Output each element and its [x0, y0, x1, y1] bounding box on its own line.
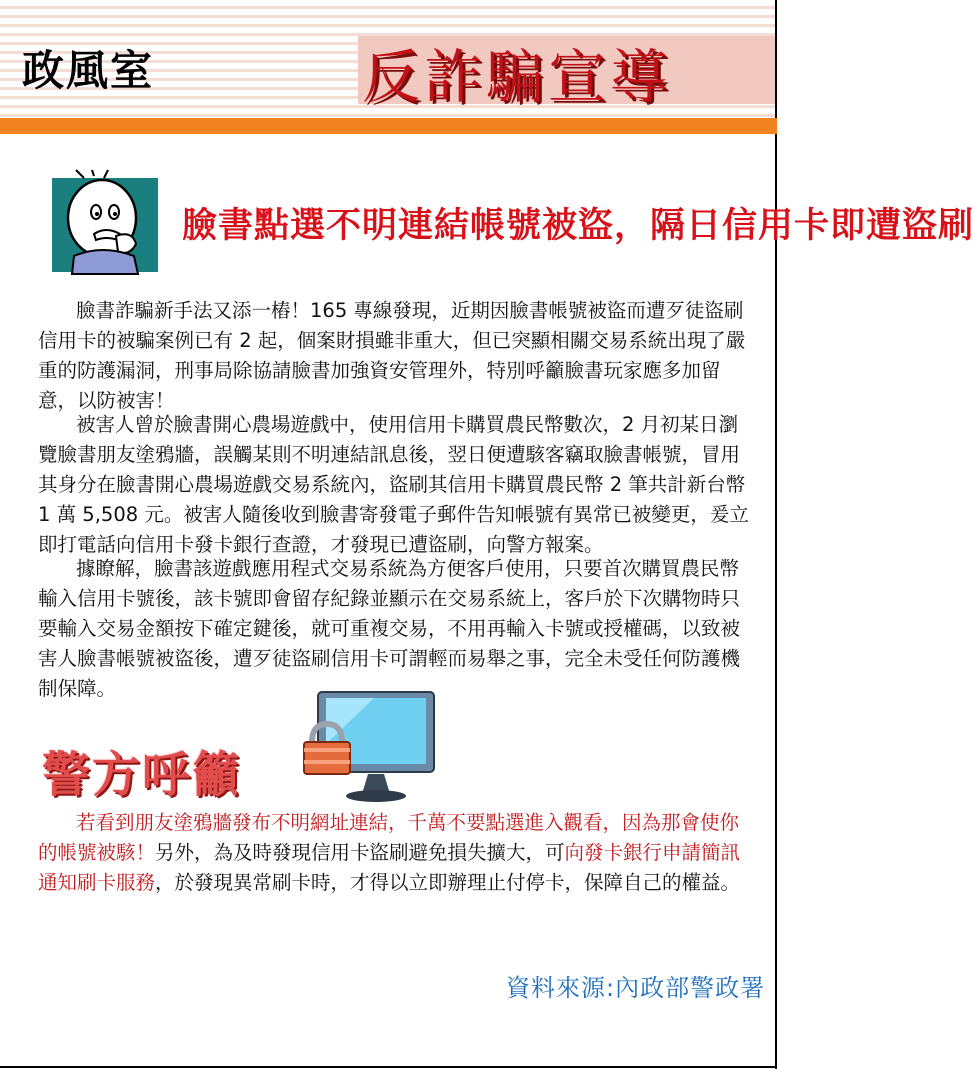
appeal-red-text-2: 向發卡銀行申請簡訊通知刷卡服務: [38, 841, 741, 894]
paragraph-2: [38, 410, 750, 560]
department-name: 政風室: [22, 46, 155, 95]
paragraph-1-text: 臉書詐騙新手法又添一樁！165 專線發現，近期因臉書帳號被盜而遭歹徒盜刷信用卡的被騙案例已有 2 起，個案財損雖非重大，但已突顯相關交易系統出現了嚴重的防護漏洞，刑事局除協請臉書加強資安管理外，特別呼籲臉書玩家應多加留意，以防被害！: [38, 299, 746, 412]
page-header: [0, 0, 777, 140]
article-headline: 臉書點選不明連結帳號被盜，隔日信用卡即遭盜刷: [182, 206, 974, 246]
paragraph-1: [38, 296, 750, 416]
appeal-text-2: ，於發現異常刷卡時，才得以立即辦理止付停卡，保障自己的權益。: [155, 871, 741, 894]
source-credit: 資料來源:內政部警政署: [506, 974, 766, 1002]
paragraph-3-text: 據瞭解，臉書該遊戲應用程式交易系統為方便客戶使用，只要首次購買農民幣輸入信用卡號後，該卡號即會留存紀錄並顯示在交易系統上，客戶於下次購物時只要輸入交易金額按下確定鍵後，就可重複交易，不用再輸入卡號或授權碼，以致被害人臉書帳號被盜後，遭歹徒盜刷信用卡可謂輕而易舉之事，完全未受任何防護機制保障。: [38, 557, 741, 700]
appeal-text-1: 另外，為及時發現信用卡盜刷避免損失擴大，可: [155, 841, 565, 864]
page-frame-bottom: [0, 1066, 777, 1068]
worried-cartoon-face-icon: [44, 170, 174, 280]
locked-monitor-icon: [296, 688, 446, 808]
page-frame-right: [775, 0, 777, 1069]
appeal-red-text-1: 若看到朋友塗鴉牆發布不明網址連結，千萬不要點選進入觀看，因為那會使你的帳號被駭！: [38, 811, 740, 864]
paragraph-3: [38, 554, 750, 704]
police-appeal-paragraph: [38, 808, 750, 898]
police-appeal-title: 警方呼籲: [42, 747, 243, 803]
paragraph-2-text: 被害人曾於臉書開心農場遊戲中，使用信用卡購買農民幣數次，2 月初某日瀏覽臉書朋友塗鴉牆，誤觸某則不明連結訊息後，翌日便遭駭客竊取臉書帳號，冒用其身分在臉書開心農場遊戲交易系統內，盜刷其信用卡購買農民幣 2 筆共計新台幣 1 萬 5,508 元。被害人隨後收到臉書寄發電子郵件告知帳號有異常已被變更，爰立即打電話向信用卡發卡銀行查證，才發現已遭盜刷，向警方報案。: [38, 413, 749, 556]
banner-title: 反詐騙宣導: [362, 43, 673, 111]
orange-divider: [0, 118, 777, 134]
